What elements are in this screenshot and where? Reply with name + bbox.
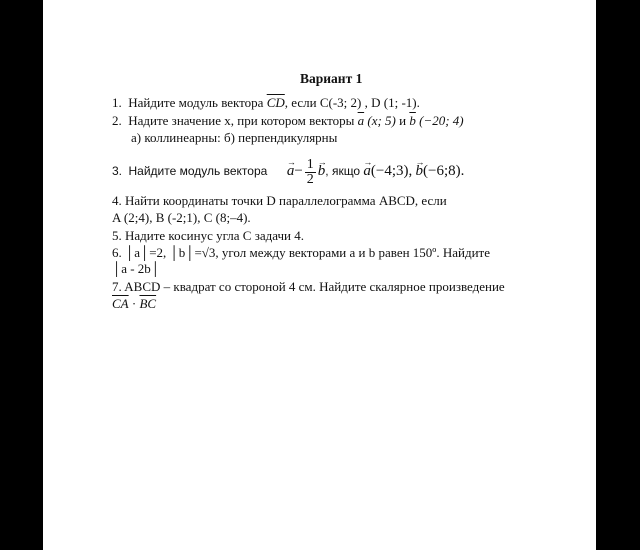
task-2-number: 2. [112,113,122,128]
fraction-denominator: 2 [306,171,314,187]
task-2-options: а) коллинеарны: б) перпендикулярны [131,130,338,145]
vector-b: $\overline{b}$ [409,113,416,128]
vector-ca: $\overline{CA}$ [112,296,129,311]
vector-b-given-coords: (−6;8) [422,163,461,179]
vector-cd: $\overline{CD}$ [266,95,285,110]
task-3-comma: , [408,163,413,179]
task-6-line-1: 6. │a│=2, │b│=√3, угол между векторами a и b равен 150º. Найдите [112,245,490,260]
page-title: Вариант 1 [300,71,363,86]
task-1-text: Найдите модуль вектора [128,95,267,110]
task-2 [112,113,464,129]
task-7-line-2 [112,296,156,312]
vector-a-coords: (x; 5) [364,113,396,128]
vector-a-given: → a [363,156,371,186]
vector-b-expr: → b [318,156,326,186]
task-7-line-1: 7. ABCD – квадрат со стороной 4 см. Найдите скалярное произведение [112,279,505,294]
task-2-text: Надите значение х, при котором векторы [128,113,358,128]
task-3-text: Найдите модуль вектора [128,164,268,178]
task-1 [112,95,420,111]
task-1-points: , если С(-3; 2) , D (1; -1). [284,95,420,110]
task-3-condition: , якщо [325,164,361,178]
task-1-number: 1. [112,95,122,110]
vector-b-given: → b [415,156,423,186]
task-3-number: 3. [112,164,123,178]
minus-sign: − [294,163,303,179]
task-4-line-1: 4. Найти координаты точки D параллелограмма ABCD, если [112,193,447,208]
task-2-and: и [395,113,410,128]
fraction-one-half [305,158,316,187]
vector-b-coords: (−20; 4) [415,113,464,128]
document-page [43,0,596,550]
fraction-numerator: 1 [306,156,314,172]
vector-bc: $\overline{BC}$ [139,296,157,311]
task-3 [112,156,464,187]
dot-product-sign: · [128,296,140,311]
vector-a-given-coords: (−4;3) [370,163,409,179]
task-6-line-2: │a - 2b│ [112,261,161,276]
vector-a: $\overline{a}$ [357,113,365,128]
task-4-line-2: A (2;4), B (-2;1), C (8;–4). [112,210,251,225]
vector-a-expr: → a [287,156,295,186]
task-3-period: . [460,163,465,179]
task-5: 5. Надите косинус угла С задачи 4. [112,228,304,243]
